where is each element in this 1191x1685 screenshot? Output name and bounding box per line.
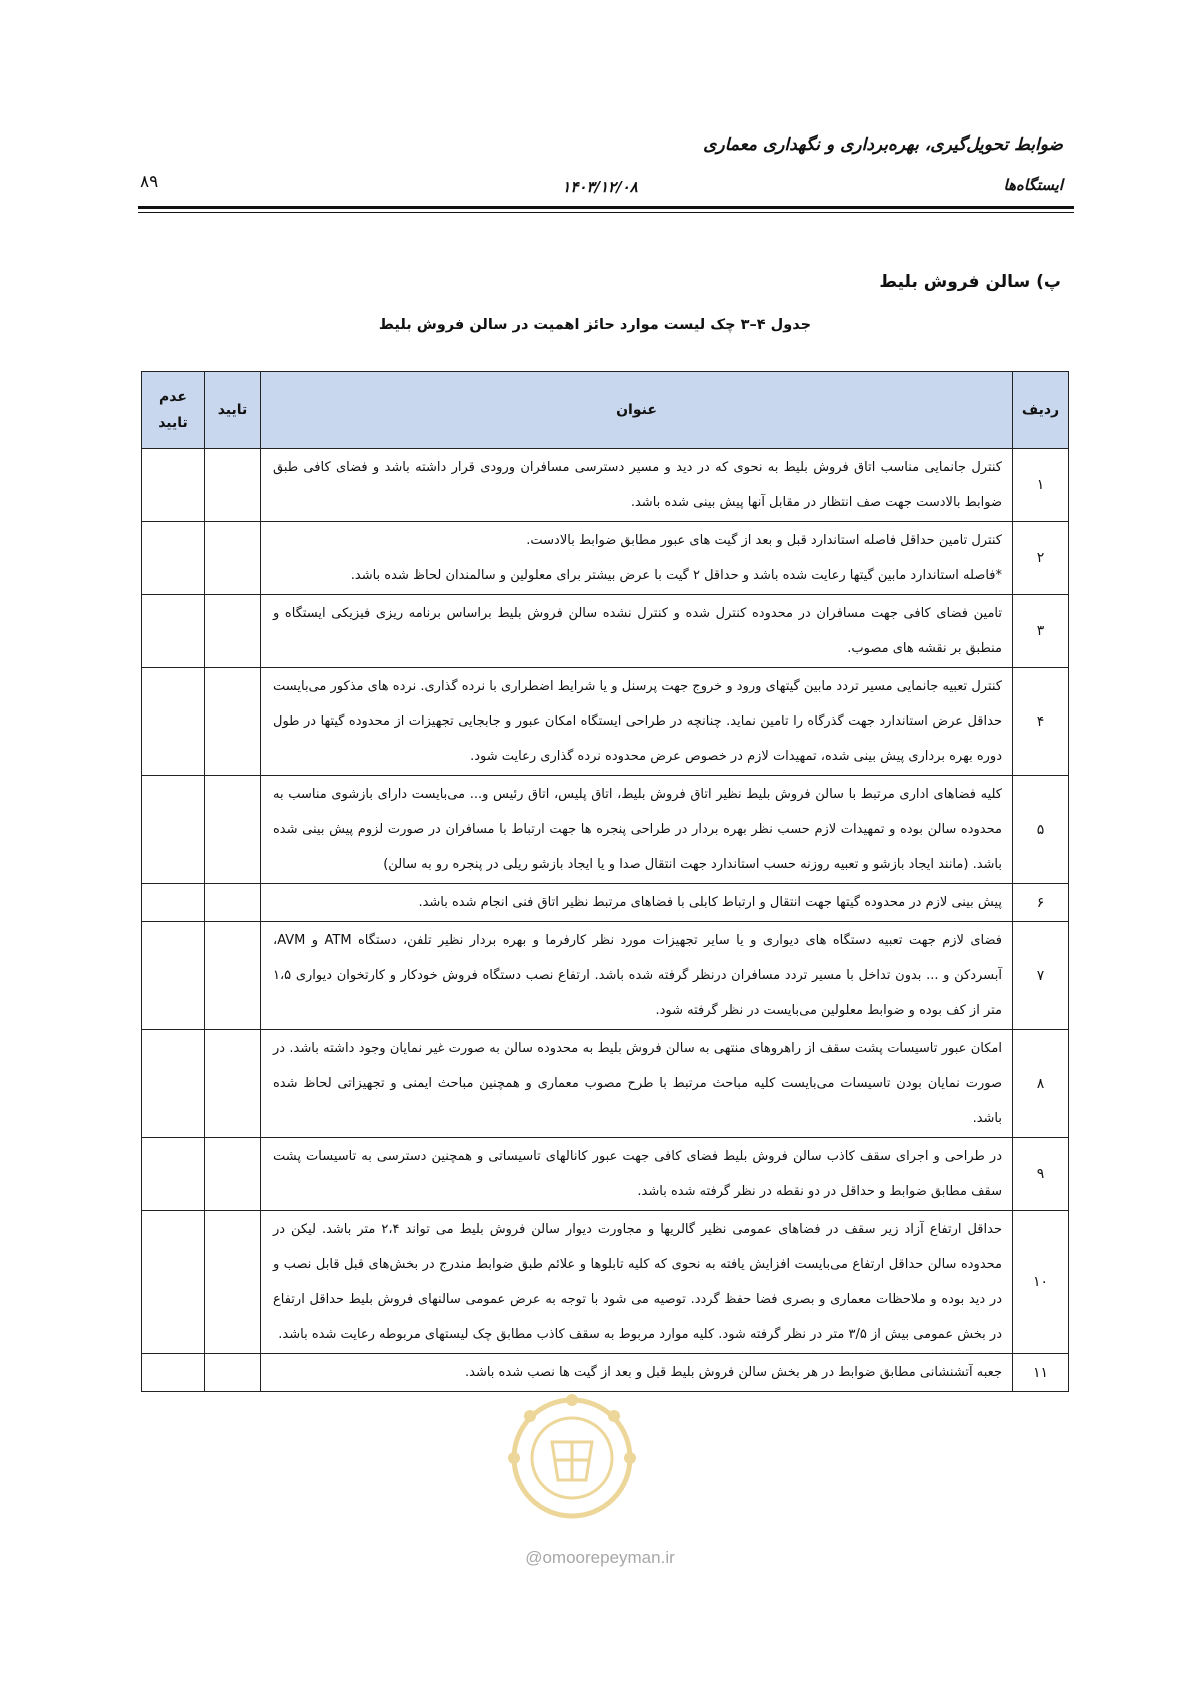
row-text: کنترل جانمایی مناسب اتاق فروش بلیط به نحوی که در دید و مسیر دسترسی مسافران ورودی قرار داشته باشد و فضای کافی طبق ضوابط بالادست جهت صف انتظار در مقابل آنها پیش بینی شده باشد. [261,449,1013,522]
reject-cell[interactable] [142,1211,205,1354]
approve-cell[interactable] [205,449,261,522]
header-adam-taeid [142,372,205,449]
row-text: تامین فضای کافی جهت مسافران در محدوده کنترل شده و کنترل نشده سالن فروش بلیط براساس برنامه ریزی فیزیکی ایستگاه و منطبق بر نقشه های مصوب. [261,595,1013,668]
document-date: ۱۴۰۳/۱۲/۰۸ [562,178,638,196]
table-row [142,449,1069,522]
row-text [261,522,1013,595]
header-onvan: عنوان [261,372,1013,449]
reject-cell[interactable] [142,884,205,922]
row-number: ۶ [1013,884,1069,922]
row-number: ۷ [1013,922,1069,1030]
row-number: ۴ [1013,668,1069,776]
approve-cell[interactable] [205,1030,261,1138]
header-radif: ردیف [1013,372,1069,449]
table-row [142,884,1069,922]
table-caption: جدول ۴–۳ چک لیست موارد حائز اهمیت در سالن فروش بلیط [378,317,812,333]
watermark-site: @omoorepeyman.ir [525,1548,675,1567]
table-header-row [142,372,1069,449]
row-number: ۳ [1013,595,1069,668]
checklist-table [141,371,1069,1392]
approve-cell[interactable] [205,1211,261,1354]
omoorepeyman-seal-icon [482,1380,662,1530]
row-number: ۸ [1013,1030,1069,1138]
row-text-main: کنترل تامین حداقل فاصله استاندارد قبل و بعد از گیت های عبور مطابق ضوابط بالادست. [526,533,1002,548]
table-row [142,522,1069,595]
header-rule-thick [138,206,1074,209]
approve-cell[interactable] [205,884,261,922]
reject-cell[interactable] [142,1138,205,1211]
row-number: ۵ [1013,776,1069,884]
approve-cell[interactable] [205,595,261,668]
row-text: فضای لازم جهت تعبیه دستگاه های دیواری و یا سایر تجهیزات مورد نظر کارفرما و بهره بردار نظیر تلفن، دستگاه ATM و AVM، آبسردکن و ... بدون تداخل با مسیر تردد مسافران درنظر گرفته شده باشد. ارتفاع نصب دستگاه فروش خودکار و کارتخوان دیواری ۱،۵ متر از کف بوده و ضوابط معلولین می‌بایست در نظر گرفته شود. [261,922,1013,1030]
reject-cell[interactable] [142,522,205,595]
table-row [142,776,1069,884]
approve-cell[interactable] [205,668,261,776]
page-number: ۸۹ [140,172,159,192]
row-text: حداقل ارتفاع آزاد زیر سقف در فضاهای عمومی نظیر گالریها و مجاورت دیوار سالن فروش بلیط می تواند ۲،۴ متر باشد. لیکن در محدوده سالن حداقل ارتفاع می‌بایست افزایش یافته به نحوی که کلیه تابلوها و علائم طبق ضوابط مندرج در بخش‌های قبل قابل نصب و در دید بوده و ملاحظات معماری و بصری فضا حفظ گردد. توصیه می شود با توجه به عرض عمومی سالنهای فروش بلیط حداقل ارتفاع در بخش عمومی بیش از ۳/۵ متر در نظر گرفته شود. کلیه موارد مربوط به سقف کاذب مطابق چک لیستهای مربوطه رعایت شده باشد. [261,1211,1013,1354]
reject-cell[interactable] [142,1030,205,1138]
document-subtitle: ایستگاه‌ها [1003,176,1063,194]
approve-cell[interactable] [205,776,261,884]
row-text: کلیه فضاهای اداری مرتبط با سالن فروش بلیط نظیر اتاق فروش بلیط، اتاق پلیس، اتاق رئیس و... می‌بایست دارای بازشوی مناسب به محدوده سالن بوده و تمهیدات لازم حسب نظر بهره بردار در طراحی پنجره ها جهت ارتباط با مسافران در صورت لزوم پیش بینی شده باشد. (مانند ایجاد بازشو و تعبیه روزنه حسب استاندارد جهت انتقال صدا و یا ایجاد بازشو ریلی در پنجره رو به سالن) [261,776,1013,884]
header-taeid: تایید [205,372,261,449]
approve-cell[interactable] [205,1138,261,1211]
row-text: پیش بینی لازم در محدوده گیتها جهت انتقال و ارتباط کابلی با فضاهای مرتبط نظیر اتاق فنی انجام شده باشد. [261,884,1013,922]
reject-cell[interactable] [142,449,205,522]
approve-cell[interactable] [205,922,261,1030]
header-adam-line2: تایید [158,415,188,431]
header-adam-line1: عدم [159,389,187,405]
approve-cell[interactable] [205,522,261,595]
table-row [142,922,1069,1030]
row-number: ۹ [1013,1138,1069,1211]
table-row [142,1211,1069,1354]
table-row [142,1138,1069,1211]
row-number: ۱ [1013,449,1069,522]
reject-cell[interactable] [142,1354,205,1392]
row-number: ۱۰ [1013,1211,1069,1354]
reject-cell[interactable] [142,922,205,1030]
table-row [142,1030,1069,1138]
row-text: در طراحی و اجرای سقف کاذب سالن فروش بلیط فضای کافی جهت عبور کانالهای تاسیساتی و همچنین دسترسی به تاسیسات پشت سقف مطابق ضوابط و حداقل در دو نقطه در نظر گرفته شده باشد. [261,1138,1013,1211]
reject-cell[interactable] [142,595,205,668]
row-text: کنترل تعبیه جانمایی مسیر تردد مابین گیتهای ورود و خروج جهت پرسنل و یا شرایط اضطراری با نرده گذاری. نرده های مذکور می‌بایست حداقل عرض استاندارد جهت گذرگاه را تامین نماید. چنانچه در طراحی ایستگاه امکان عبور و جابجایی تجهیزات از محدوده گیتها در طول دوره بهره برداری پیش بینی شده، تمهیدات لازم در خصوص عرض محدوده نرده گذاری رعایت شود. [261,668,1013,776]
table-row [142,668,1069,776]
row-number: ۱۱ [1013,1354,1069,1392]
row-text-note: *فاصله استاندارد مابین گیتها رعایت شده باشد و حداقل ۲ گیت با عرض بیشتر برای معلولین و سالمندان لحاظ شده باشد. [350,568,1002,583]
table-row [142,595,1069,668]
reject-cell[interactable] [142,668,205,776]
reject-cell[interactable] [142,776,205,884]
document-title: ضوابط تحویل‌گیری، بهره‌برداری و نگهداری معماری [703,135,1063,155]
section-title: پ) سالن فروش بلیط [879,272,1061,292]
header-rule-thin [138,212,1074,213]
row-number: ۲ [1013,522,1069,595]
row-text: جعبه آتشنشانی مطابق ضوابط در هر بخش سالن فروش بلیط قبل و بعد از گیت ها نصب شده باشد. [261,1354,1013,1392]
row-text: امکان عبور تاسیسات پشت سقف از راهروهای منتهی به سالن فروش بلیط به محدوده سالن به صورت غیر نمایان وجود داشته باشد. در صورت نمایان بودن تاسیسات می‌بایست کلیه مباحث مرتبط با طرح مصوب معماری و همچنین مباحث ایمنی و تجهیزاتی لحاظ شده باشد. [261,1030,1013,1138]
approve-cell[interactable] [205,1354,261,1392]
